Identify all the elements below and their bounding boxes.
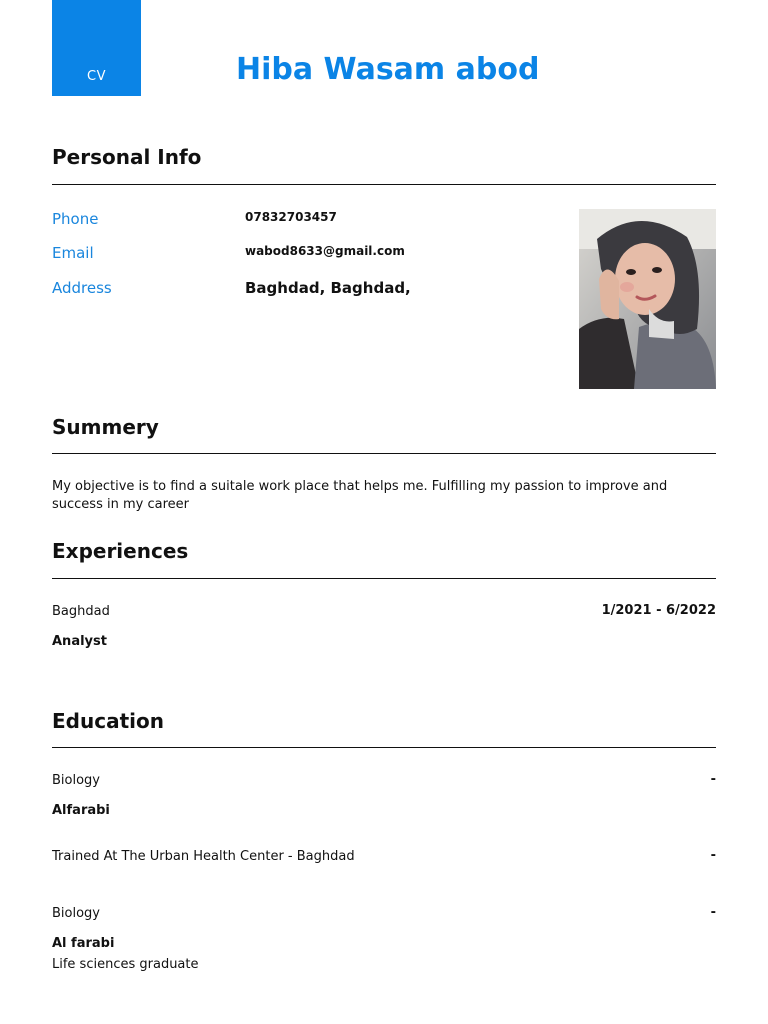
address-label: Address [52,279,112,297]
section-title-experiences: Experiences [52,539,189,563]
section-divider [52,453,716,454]
education-dates: - [710,905,716,920]
section-divider [52,747,716,748]
phone-label: Phone [52,210,99,228]
address-value: Baghdad, Baghdad, [245,279,411,297]
education-field: Trained At The Urban Health Center - Baghdad [52,849,355,864]
education-dates: - [710,848,716,863]
summary-text: My objective is to find a suitale work place that helps me. Fulfilling my passion to improve and success in my career [52,479,668,512]
profile-photo [579,209,716,389]
education-school: Al farabi [52,936,115,951]
section-divider [52,578,716,579]
education-school: Alfarabi [52,803,110,818]
education-field: Biology [52,773,100,788]
education-dates: - [710,772,716,787]
section-title-personal-info: Personal Info [52,145,202,169]
cv-badge [52,0,141,96]
section-title-summary: Summery [52,415,159,439]
section-divider [52,184,716,185]
education-note: Life sciences graduate [52,957,199,972]
phone-value: 07832703457 [245,210,337,224]
email-value: wabod8633@gmail.com [245,244,405,258]
experience-location: Baghdad [52,604,110,619]
email-label: Email [52,244,94,262]
experience-role: Analyst [52,634,107,649]
profile-photo-illustration [579,209,716,389]
cv-badge-label: CV [87,69,106,84]
education-field: Biology [52,906,100,921]
candidate-name: Hiba Wasam abod [236,52,540,87]
experience-dates: 1/2021 - 6/2022 [601,603,716,618]
section-title-education: Education [52,709,164,733]
